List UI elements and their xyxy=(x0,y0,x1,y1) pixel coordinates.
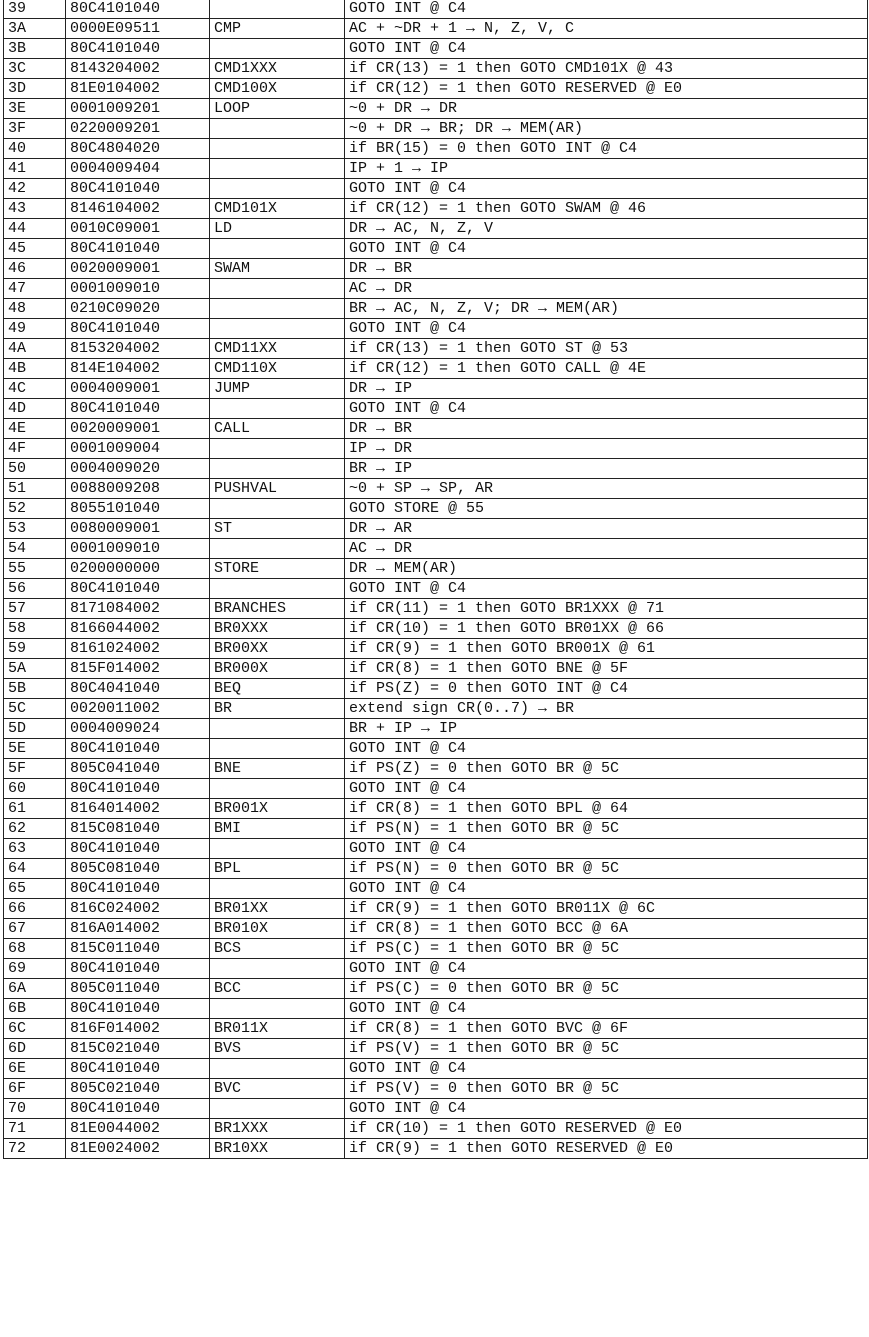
description-cell: if CR(10) = 1 then GOTO RESERVED @ E0 xyxy=(345,1119,868,1139)
address-cell: 52 xyxy=(4,499,66,519)
label-cell: BR1XXX xyxy=(210,1119,345,1139)
address-cell: 51 xyxy=(4,479,66,499)
microcode-cell: 81E0044002 xyxy=(66,1119,210,1139)
address-cell: 4F xyxy=(4,439,66,459)
description-cell: if CR(9) = 1 then GOTO BR011X @ 6C xyxy=(345,899,868,919)
label-cell: BCS xyxy=(210,939,345,959)
address-cell: 46 xyxy=(4,259,66,279)
address-cell: 72 xyxy=(4,1139,66,1159)
description-cell: GOTO INT @ C4 xyxy=(345,1059,868,1079)
description-cell: if PS(N) = 1 then GOTO BR @ 5C xyxy=(345,819,868,839)
description-cell: AC → DR xyxy=(345,539,868,559)
table-row xyxy=(4,839,868,859)
label-cell: LD xyxy=(210,219,345,239)
microcode-cell: 8153204002 xyxy=(66,339,210,359)
table-row xyxy=(4,739,868,759)
table-row xyxy=(4,1099,868,1119)
address-cell: 58 xyxy=(4,619,66,639)
label-cell xyxy=(210,719,345,739)
description-cell: GOTO INT @ C4 xyxy=(345,239,868,259)
address-cell: 59 xyxy=(4,639,66,659)
label-cell xyxy=(210,279,345,299)
table-row xyxy=(4,139,868,159)
table-row xyxy=(4,659,868,679)
table-row xyxy=(4,1079,868,1099)
table-row xyxy=(4,619,868,639)
microcode-cell: 0004009404 xyxy=(66,159,210,179)
address-cell: 6F xyxy=(4,1079,66,1099)
microcode-cell: 816F014002 xyxy=(66,1019,210,1039)
label-cell: CMD101X xyxy=(210,199,345,219)
table-row xyxy=(4,679,868,699)
microcode-cell: 80C4041040 xyxy=(66,679,210,699)
microcode-cell: 0088009208 xyxy=(66,479,210,499)
microcode-cell: 0001009010 xyxy=(66,539,210,559)
microcode-cell: 80C4101040 xyxy=(66,39,210,59)
address-cell: 57 xyxy=(4,599,66,619)
description-cell: ~0 + DR → DR xyxy=(345,99,868,119)
microcode-cell: 0000E09511 xyxy=(66,19,210,39)
address-cell: 3A xyxy=(4,19,66,39)
microcode-table xyxy=(3,0,868,1159)
description-cell: AC + ~DR + 1 → N, Z, V, C xyxy=(345,19,868,39)
label-cell xyxy=(210,959,345,979)
microcode-cell: 815C081040 xyxy=(66,819,210,839)
description-cell: extend sign CR(0..7) → BR xyxy=(345,699,868,719)
label-cell xyxy=(210,1099,345,1119)
description-cell: if CR(13) = 1 then GOTO ST @ 53 xyxy=(345,339,868,359)
description-cell: DR → AC, N, Z, V xyxy=(345,219,868,239)
description-cell: if PS(C) = 0 then GOTO BR @ 5C xyxy=(345,979,868,999)
microcode-cell: 80C4101040 xyxy=(66,779,210,799)
table-row xyxy=(4,39,868,59)
label-cell: BR000X xyxy=(210,659,345,679)
microcode-cell: 80C4101040 xyxy=(66,1059,210,1079)
microcode-cell: 816A014002 xyxy=(66,919,210,939)
label-cell: BRANCHES xyxy=(210,599,345,619)
label-cell: CMD1XXX xyxy=(210,59,345,79)
address-cell: 45 xyxy=(4,239,66,259)
address-cell: 5B xyxy=(4,679,66,699)
microcode-cell: 805C021040 xyxy=(66,1079,210,1099)
description-cell: if CR(12) = 1 then GOTO CALL @ 4E xyxy=(345,359,868,379)
label-cell: BCC xyxy=(210,979,345,999)
microcode-cell: 0020009001 xyxy=(66,419,210,439)
description-cell: if CR(8) = 1 then GOTO BPL @ 64 xyxy=(345,799,868,819)
address-cell: 70 xyxy=(4,1099,66,1119)
address-cell: 65 xyxy=(4,879,66,899)
microcode-cell: 0004009024 xyxy=(66,719,210,739)
label-cell: ST xyxy=(210,519,345,539)
label-cell: BNE xyxy=(210,759,345,779)
microcode-cell: 816C024002 xyxy=(66,899,210,919)
description-cell: GOTO INT @ C4 xyxy=(345,1099,868,1119)
microcode-cell: 8146104002 xyxy=(66,199,210,219)
label-cell: JUMP xyxy=(210,379,345,399)
table-row xyxy=(4,579,868,599)
table-row xyxy=(4,479,868,499)
address-cell: 4E xyxy=(4,419,66,439)
description-cell: GOTO INT @ C4 xyxy=(345,579,868,599)
address-cell: 71 xyxy=(4,1119,66,1139)
label-cell: BEQ xyxy=(210,679,345,699)
description-cell: GOTO INT @ C4 xyxy=(345,319,868,339)
table-row xyxy=(4,499,868,519)
table-row xyxy=(4,939,868,959)
table-row xyxy=(4,419,868,439)
description-cell: GOTO INT @ C4 xyxy=(345,879,868,899)
label-cell xyxy=(210,239,345,259)
table-row xyxy=(4,379,868,399)
description-cell: if CR(12) = 1 then GOTO SWAM @ 46 xyxy=(345,199,868,219)
description-cell: BR + IP → IP xyxy=(345,719,868,739)
label-cell xyxy=(210,579,345,599)
label-cell xyxy=(210,879,345,899)
microcode-cell: 805C041040 xyxy=(66,759,210,779)
address-cell: 3E xyxy=(4,99,66,119)
table-row xyxy=(4,1139,868,1159)
microcode-cell: 0220009201 xyxy=(66,119,210,139)
table-row xyxy=(4,219,868,239)
description-cell: GOTO INT @ C4 xyxy=(345,839,868,859)
microcode-cell: 80C4101040 xyxy=(66,0,210,19)
label-cell xyxy=(210,299,345,319)
description-cell: if PS(Z) = 0 then GOTO INT @ C4 xyxy=(345,679,868,699)
table-row xyxy=(4,799,868,819)
microcode-cell: 0010C09001 xyxy=(66,219,210,239)
address-cell: 5E xyxy=(4,739,66,759)
label-cell xyxy=(210,159,345,179)
address-cell: 44 xyxy=(4,219,66,239)
table-row xyxy=(4,599,868,619)
table-row xyxy=(4,819,868,839)
address-cell: 6C xyxy=(4,1019,66,1039)
table-row xyxy=(4,1019,868,1039)
microcode-cell: 8055101040 xyxy=(66,499,210,519)
label-cell xyxy=(210,499,345,519)
table-row xyxy=(4,879,868,899)
microcode-cell: 80C4101040 xyxy=(66,839,210,859)
table-row xyxy=(4,1119,868,1139)
description-cell: if CR(8) = 1 then GOTO BCC @ 6A xyxy=(345,919,868,939)
table-row xyxy=(4,399,868,419)
microcode-cell: 0200000000 xyxy=(66,559,210,579)
label-cell xyxy=(210,0,345,19)
microcode-cell: 80C4101040 xyxy=(66,739,210,759)
microcode-cell: 815C011040 xyxy=(66,939,210,959)
label-cell xyxy=(210,539,345,559)
address-cell: 64 xyxy=(4,859,66,879)
label-cell: BR10XX xyxy=(210,1139,345,1159)
description-cell: if PS(N) = 0 then GOTO BR @ 5C xyxy=(345,859,868,879)
table-row xyxy=(4,359,868,379)
microcode-cell: 80C4101040 xyxy=(66,239,210,259)
description-cell: if PS(V) = 0 then GOTO BR @ 5C xyxy=(345,1079,868,1099)
address-cell: 43 xyxy=(4,199,66,219)
label-cell: BMI xyxy=(210,819,345,839)
table-row xyxy=(4,59,868,79)
table-row xyxy=(4,779,868,799)
table-row xyxy=(4,919,868,939)
description-cell: GOTO INT @ C4 xyxy=(345,739,868,759)
label-cell xyxy=(210,119,345,139)
table-row xyxy=(4,279,868,299)
table-row xyxy=(4,519,868,539)
address-cell: 3C xyxy=(4,59,66,79)
description-cell: if BR(15) = 0 then GOTO INT @ C4 xyxy=(345,139,868,159)
address-cell: 39 xyxy=(4,0,66,19)
label-cell: CMP xyxy=(210,19,345,39)
label-cell xyxy=(210,439,345,459)
table-row xyxy=(4,459,868,479)
label-cell xyxy=(210,399,345,419)
label-cell xyxy=(210,839,345,859)
address-cell: 55 xyxy=(4,559,66,579)
description-cell: DR → BR xyxy=(345,259,868,279)
table-row xyxy=(4,759,868,779)
description-cell: DR → MEM(AR) xyxy=(345,559,868,579)
description-cell: if PS(V) = 1 then GOTO BR @ 5C xyxy=(345,1039,868,1059)
table-row xyxy=(4,19,868,39)
address-cell: 6B xyxy=(4,999,66,1019)
address-cell: 6D xyxy=(4,1039,66,1059)
description-cell: if CR(10) = 1 then GOTO BR01XX @ 66 xyxy=(345,619,868,639)
address-cell: 5C xyxy=(4,699,66,719)
description-cell: if PS(Z) = 0 then GOTO BR @ 5C xyxy=(345,759,868,779)
description-cell: BR → IP xyxy=(345,459,868,479)
address-cell: 66 xyxy=(4,899,66,919)
label-cell xyxy=(210,739,345,759)
table-row xyxy=(4,99,868,119)
microcode-cell: 0020009001 xyxy=(66,259,210,279)
address-cell: 54 xyxy=(4,539,66,559)
address-cell: 3B xyxy=(4,39,66,59)
table-row xyxy=(4,899,868,919)
address-cell: 67 xyxy=(4,919,66,939)
address-cell: 4D xyxy=(4,399,66,419)
address-cell: 68 xyxy=(4,939,66,959)
microcode-cell: 80C4101040 xyxy=(66,319,210,339)
microcode-cell: 81E0024002 xyxy=(66,1139,210,1159)
table-row xyxy=(4,639,868,659)
table-row xyxy=(4,179,868,199)
table-row xyxy=(4,299,868,319)
address-cell: 41 xyxy=(4,159,66,179)
address-cell: 5D xyxy=(4,719,66,739)
address-cell: 4C xyxy=(4,379,66,399)
table-row xyxy=(4,959,868,979)
microcode-cell: 8161024002 xyxy=(66,639,210,659)
description-cell: GOTO INT @ C4 xyxy=(345,399,868,419)
label-cell: BR00XX xyxy=(210,639,345,659)
label-cell xyxy=(210,39,345,59)
table-row xyxy=(4,559,868,579)
label-cell xyxy=(210,179,345,199)
label-cell: BR010X xyxy=(210,919,345,939)
table-row xyxy=(4,1039,868,1059)
address-cell: 3D xyxy=(4,79,66,99)
label-cell: BVS xyxy=(210,1039,345,1059)
table-row xyxy=(4,0,868,19)
address-cell: 6A xyxy=(4,979,66,999)
microcode-cell: 80C4101040 xyxy=(66,579,210,599)
address-cell: 53 xyxy=(4,519,66,539)
address-cell: 42 xyxy=(4,179,66,199)
address-cell: 48 xyxy=(4,299,66,319)
address-cell: 49 xyxy=(4,319,66,339)
address-cell: 63 xyxy=(4,839,66,859)
table-row xyxy=(4,719,868,739)
microcode-cell: 8164014002 xyxy=(66,799,210,819)
table-row xyxy=(4,119,868,139)
table-row xyxy=(4,539,868,559)
address-cell: 47 xyxy=(4,279,66,299)
label-cell xyxy=(210,999,345,1019)
label-cell: STORE xyxy=(210,559,345,579)
microcode-cell: 80C4101040 xyxy=(66,999,210,1019)
label-cell: CMD100X xyxy=(210,79,345,99)
table-row xyxy=(4,999,868,1019)
label-cell xyxy=(210,459,345,479)
label-cell xyxy=(210,139,345,159)
table-row xyxy=(4,159,868,179)
address-cell: 6E xyxy=(4,1059,66,1079)
table-row xyxy=(4,319,868,339)
description-cell: BR → AC, N, Z, V; DR → MEM(AR) xyxy=(345,299,868,319)
microcode-cell: 805C011040 xyxy=(66,979,210,999)
address-cell: 5F xyxy=(4,759,66,779)
description-cell: GOTO STORE @ 55 xyxy=(345,499,868,519)
microcode-cell: 8166044002 xyxy=(66,619,210,639)
microcode-cell: 815C021040 xyxy=(66,1039,210,1059)
description-cell: if CR(11) = 1 then GOTO BR1XXX @ 71 xyxy=(345,599,868,619)
microcode-cell: 8171084002 xyxy=(66,599,210,619)
microcode-cell: 80C4101040 xyxy=(66,399,210,419)
description-cell: if CR(8) = 1 then GOTO BVC @ 6F xyxy=(345,1019,868,1039)
label-cell: BR011X xyxy=(210,1019,345,1039)
description-cell: if PS(C) = 1 then GOTO BR @ 5C xyxy=(345,939,868,959)
table-row xyxy=(4,79,868,99)
description-cell: GOTO INT @ C4 xyxy=(345,999,868,1019)
microcode-cell: 0004009020 xyxy=(66,459,210,479)
address-cell: 62 xyxy=(4,819,66,839)
description-cell: AC → DR xyxy=(345,279,868,299)
microcode-cell: 0001009201 xyxy=(66,99,210,119)
microcode-cell: 81E0104002 xyxy=(66,79,210,99)
microcode-cell: 0004009001 xyxy=(66,379,210,399)
microcode-cell: 814E104002 xyxy=(66,359,210,379)
label-cell: CALL xyxy=(210,419,345,439)
table-row xyxy=(4,979,868,999)
address-cell: 40 xyxy=(4,139,66,159)
microcode-cell: 0020011002 xyxy=(66,699,210,719)
table-row xyxy=(4,199,868,219)
microcode-cell: 80C4804020 xyxy=(66,139,210,159)
table-row xyxy=(4,259,868,279)
address-cell: 56 xyxy=(4,579,66,599)
address-cell: 5A xyxy=(4,659,66,679)
description-cell: GOTO INT @ C4 xyxy=(345,779,868,799)
microcode-cell: 0210C09020 xyxy=(66,299,210,319)
microcode-cell: 805C081040 xyxy=(66,859,210,879)
description-cell: DR → AR xyxy=(345,519,868,539)
label-cell: BR xyxy=(210,699,345,719)
table-row xyxy=(4,859,868,879)
address-cell: 69 xyxy=(4,959,66,979)
description-cell: IP + 1 → IP xyxy=(345,159,868,179)
address-cell: 61 xyxy=(4,799,66,819)
microcode-cell: 0001009004 xyxy=(66,439,210,459)
description-cell: GOTO INT @ C4 xyxy=(345,179,868,199)
description-cell: ~0 + DR → BR; DR → MEM(AR) xyxy=(345,119,868,139)
microcode-cell: 80C4101040 xyxy=(66,959,210,979)
table-row xyxy=(4,239,868,259)
label-cell: CMD110X xyxy=(210,359,345,379)
address-cell: 3F xyxy=(4,119,66,139)
microcode-cell: 0080009001 xyxy=(66,519,210,539)
label-cell: LOOP xyxy=(210,99,345,119)
table-row xyxy=(4,1059,868,1079)
address-cell: 4B xyxy=(4,359,66,379)
address-cell: 50 xyxy=(4,459,66,479)
address-cell: 4A xyxy=(4,339,66,359)
label-cell: BR001X xyxy=(210,799,345,819)
description-cell: if CR(8) = 1 then GOTO BNE @ 5F xyxy=(345,659,868,679)
microcode-cell: 80C4101040 xyxy=(66,1099,210,1119)
label-cell: BVC xyxy=(210,1079,345,1099)
description-cell: GOTO INT @ C4 xyxy=(345,0,868,19)
description-cell: IP → DR xyxy=(345,439,868,459)
microcode-cell: 815F014002 xyxy=(66,659,210,679)
label-cell xyxy=(210,1059,345,1079)
label-cell xyxy=(210,319,345,339)
description-cell: if CR(13) = 1 then GOTO CMD101X @ 43 xyxy=(345,59,868,79)
description-cell: if CR(9) = 1 then GOTO BR001X @ 61 xyxy=(345,639,868,659)
label-cell xyxy=(210,779,345,799)
label-cell: CMD11XX xyxy=(210,339,345,359)
description-cell: ~0 + SP → SP, AR xyxy=(345,479,868,499)
label-cell: BR0XXX xyxy=(210,619,345,639)
label-cell: BPL xyxy=(210,859,345,879)
microcode-table-body xyxy=(4,0,868,1159)
description-cell: DR → BR xyxy=(345,419,868,439)
description-cell: if CR(9) = 1 then GOTO RESERVED @ E0 xyxy=(345,1139,868,1159)
label-cell: SWAM xyxy=(210,259,345,279)
label-cell: PUSHVAL xyxy=(210,479,345,499)
description-cell: GOTO INT @ C4 xyxy=(345,959,868,979)
address-cell: 60 xyxy=(4,779,66,799)
table-row xyxy=(4,699,868,719)
description-cell: GOTO INT @ C4 xyxy=(345,39,868,59)
description-cell: DR → IP xyxy=(345,379,868,399)
microcode-cell: 80C4101040 xyxy=(66,879,210,899)
microcode-cell: 80C4101040 xyxy=(66,179,210,199)
label-cell: BR01XX xyxy=(210,899,345,919)
microcode-cell: 0001009010 xyxy=(66,279,210,299)
description-cell: if CR(12) = 1 then GOTO RESERVED @ E0 xyxy=(345,79,868,99)
microcode-cell: 8143204002 xyxy=(66,59,210,79)
table-row xyxy=(4,439,868,459)
table-row xyxy=(4,339,868,359)
